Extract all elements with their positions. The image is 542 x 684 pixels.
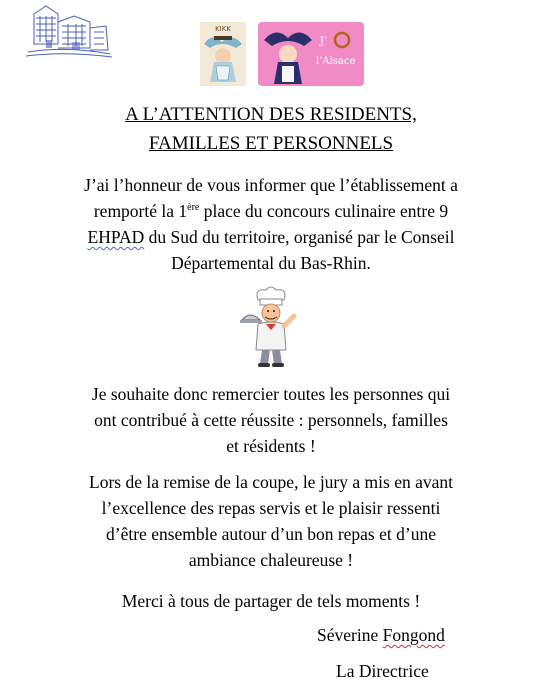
badge-text-j: J’	[320, 36, 328, 47]
intro-line-3-b: du Sud du territoire, organisé par le Conseil	[144, 227, 455, 247]
chef-image	[240, 286, 302, 368]
signature-role: La Directrice	[336, 661, 429, 681]
intro-paragraph	[20, 172, 522, 276]
intro-line-4: Départemental du Bas-Rhin.	[171, 253, 371, 273]
badge-text-alsace: l’Alsace	[316, 56, 356, 67]
signature-first-name: Séverine	[317, 625, 383, 645]
closing-line: Merci à tous de partager de tels moments !	[121, 591, 421, 611]
intro-line-2	[20, 198, 522, 224]
superscript-ere: ère	[187, 202, 200, 214]
intro-line-3	[20, 224, 522, 250]
alsatian-girl-image	[200, 22, 246, 86]
intro-line-2-b: place du concours culinaire entre 9	[199, 201, 449, 221]
title-line-1: A L’ATTENTION DES RESIDENTS,	[125, 104, 417, 125]
ehpad-word: EHPAD	[87, 227, 145, 247]
signature-last-name: Fongond	[382, 625, 445, 645]
alsace-badge-image	[258, 22, 364, 86]
title-line-2: FAMILLES ET PERSONNELS	[148, 133, 394, 154]
signature-name	[317, 622, 445, 648]
ceremony-line-1: Lors de la remise de la coupe, le jury a mis en avant	[89, 472, 453, 492]
ceremony-line-4: ambiance chaleureuse !	[188, 550, 354, 570]
ceremony-paragraph	[20, 469, 522, 573]
ceremony-line-3: d’être ensemble autour d’un bon repas et d’une	[106, 524, 436, 544]
thanks-line-1: Je souhaite donc remercier toutes les personnes qui	[91, 384, 451, 404]
thanks-line-2: ont contribué à cette réussite : personnels, familles	[94, 410, 448, 430]
thanks-line-3: et résidents !	[226, 436, 316, 456]
thanks-paragraph	[20, 381, 522, 459]
intro-line-2-a: remporté la 1	[93, 201, 188, 221]
intro-line-1: J’ai l’honneur de vous informer que l’établissement a	[84, 175, 458, 195]
ceremony-line-2: l’excellence des repas servis et le plaisir ressenti	[101, 498, 441, 518]
establishment-logo	[26, 4, 112, 58]
top-label: KIKK	[215, 25, 231, 33]
